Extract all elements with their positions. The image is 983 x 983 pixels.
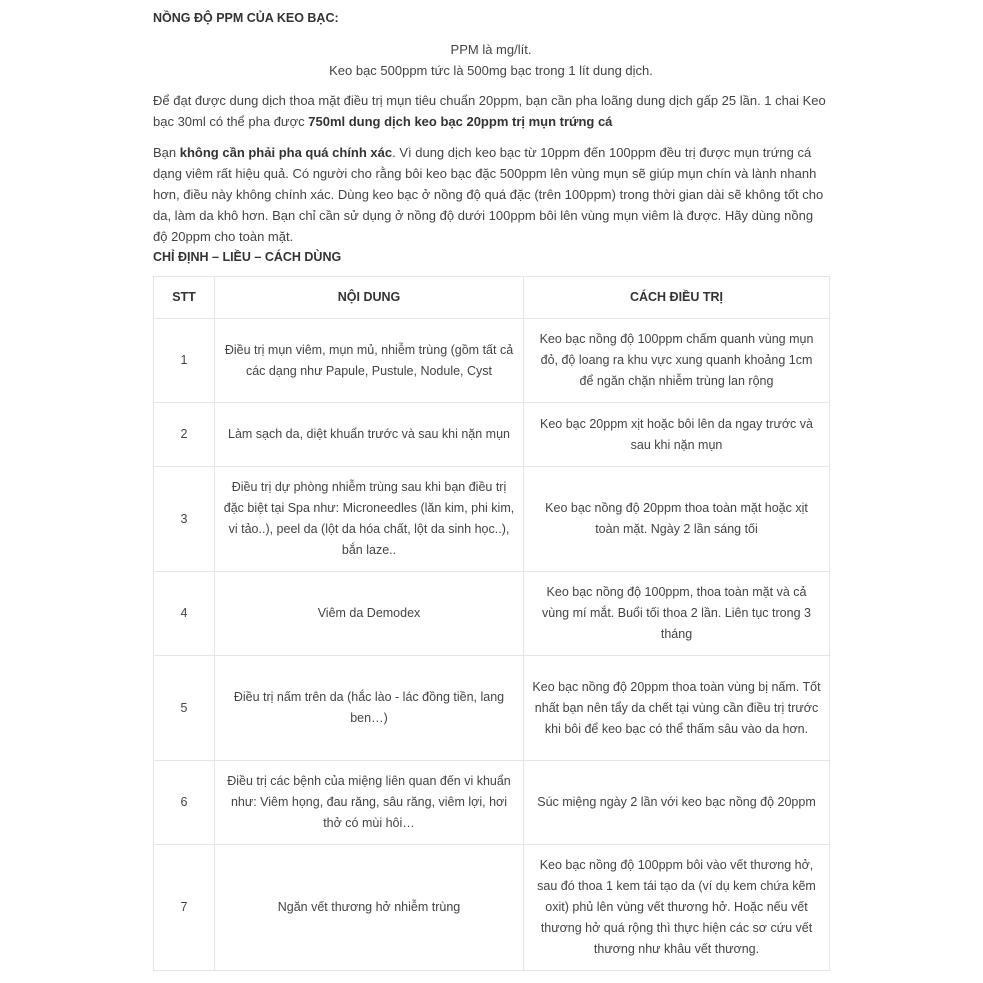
cell-stt: 6 [154, 761, 215, 845]
treatment-table [153, 276, 830, 971]
cell-content: Ngăn vết thương hở nhiễm trùng [215, 845, 524, 971]
cell-stt: 1 [154, 319, 215, 403]
cell-content: Điều trị nấm trên da (hắc lào - lác đồng tiền, lang ben…) [215, 656, 524, 761]
precision-prefix: Bạn [153, 145, 180, 160]
cell-stt: 3 [154, 467, 215, 572]
precision-bold-text: không cần phải pha quá chính xác [179, 145, 393, 160]
cell-treatment: Keo bạc nồng độ 20ppm thoa toàn vùng bị nấm. Tốt nhất bạn nên tẩy da chết tại vùng cần điều trị trước khi bôi để keo bạc có thể thấm sâu vào da hơn. [524, 656, 830, 761]
precision-paragraph [153, 142, 829, 247]
cell-content: Làm sạch da, diệt khuẩn trước và sau khi nặn mụn [215, 403, 524, 467]
cell-stt: 2 [154, 403, 215, 467]
dosage-heading: CHỈ ĐỊNH – LIỀU – CÁCH DÙNG [153, 250, 342, 264]
ppm-definition-line-1: PPM là mg/lít. [450, 42, 532, 57]
dilution-bold-text: 750ml dung dịch keo bạc 20ppm trị mụn trứng cá [308, 114, 613, 129]
cell-content: Viêm da Demodex [215, 572, 524, 656]
cell-treatment: Keo bạc nồng độ 20ppm thoa toàn mặt hoặc xịt toàn mặt. Ngày 2 lần sáng tối [524, 467, 830, 572]
cell-stt: 5 [154, 656, 215, 761]
header-content: NỘI DUNG [215, 277, 524, 319]
cell-stt: 7 [154, 845, 215, 971]
table-row [154, 403, 830, 467]
article-content [153, 8, 829, 971]
dilution-text: Để đạt được dung dịch thoa mặt điều trị mụn tiêu chuẩn 20ppm, bạn cần pha loãng dung dịch gấp 25 lần. 1 chai Keo bạc 30ml có thể pha được [153, 93, 826, 129]
ppm-heading: NỒNG ĐỘ PPM CỦA KEO BẠC: [153, 11, 339, 25]
table-row [154, 467, 830, 572]
precision-text: . Vì dung dịch keo bạc từ 10ppm đến 100ppm đều trị được mụn trứng cá dạng viêm rất hiệu quả. Có người cho rằng bôi keo bạc đặc 500ppm lên vùng mụn sẽ giúp mụn chín và lành nhanh hơn, điều này không chính xác. Dùng keo bạc ở nồng độ quá đặc (trên 100ppm) trong thời gian dài sẽ không tốt cho da, làm da khô hơn. Bạn chỉ cần sử dụng ở nồng độ dưới 100ppm bôi lên vùng mụn viêm là được. Hãy dùng nồng độ 20ppm cho toàn mặt. [153, 145, 824, 244]
header-stt: STT [154, 277, 215, 319]
table-row [154, 319, 830, 403]
header-treatment: CÁCH ĐIỀU TRỊ [524, 277, 830, 319]
table-row [154, 761, 830, 845]
cell-content: Điều trị các bệnh của miệng liên quan đến vi khuẩn như: Viêm họng, đau răng, sâu răng, viêm lợi, hơi thở có mùi hôi… [215, 761, 524, 845]
cell-treatment: Súc miệng ngày 2 lần với keo bạc nồng độ 20ppm [524, 761, 830, 845]
cell-content: Điều trị dự phòng nhiễm trùng sau khi bạn điều trị đặc biệt tại Spa như: Microneedles (lăn kim, phi kim, vi tảo..), peel da (lột da hóa chất, lột da sinh học..), bắn laze.. [215, 467, 524, 572]
dilution-paragraph [153, 90, 829, 132]
cell-content: Điều trị mụn viêm, mụn mủ, nhiễm trùng (gồm tất cả các dạng như Papule, Pustule, Nodule, Cyst [215, 319, 524, 403]
cell-treatment: Keo bạc nồng độ 100ppm chấm quanh vùng mụn đỏ, độ loang ra khu vực xung quanh khoảng 1cm để ngăn chặn nhiễm trùng lan rộng [524, 319, 830, 403]
cell-treatment: Keo bạc nồng độ 100ppm, thoa toàn mặt và cả vùng mí mắt. Buổi tối thoa 2 lần. Liên tục trong 3 tháng [524, 572, 830, 656]
cell-stt: 4 [154, 572, 215, 656]
table-row [154, 656, 830, 761]
table-header-row [154, 277, 830, 319]
cell-treatment: Keo bạc nồng độ 100ppm bôi vào vết thương hở, sau đó thoa 1 kem tái tạo da (ví dụ kem chứa kẽm oxit) phủ lên vùng vết thương hở. Hoặc nếu vết thương hở quá rộng thì thực hiện các sơ cứu vết thương như khâu vết thương. [524, 845, 830, 971]
table-row [154, 572, 830, 656]
ppm-definition-line-2: Keo bạc 500ppm tức là 500mg bạc trong 1 lít dung dịch. [329, 63, 653, 78]
ppm-definition [153, 39, 829, 81]
cell-treatment: Keo bạc 20ppm xịt hoặc bôi lên da ngay trước và sau khi nặn mụn [524, 403, 830, 467]
table-row [154, 845, 830, 971]
